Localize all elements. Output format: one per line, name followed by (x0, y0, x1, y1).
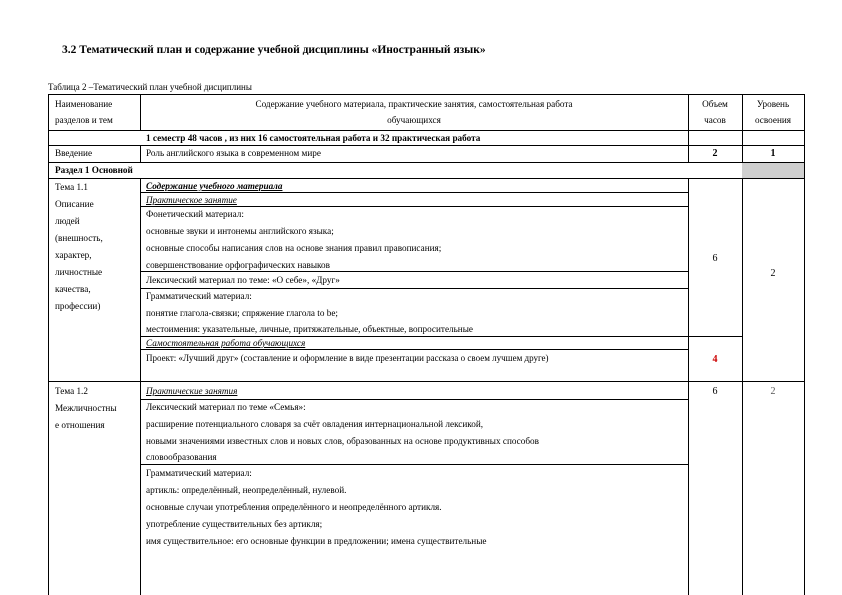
t1-line-1 (140, 192, 688, 193)
table-border-right (804, 94, 805, 595)
semester-row-text: 1 семестр 48 часов , из них 16 самостоятельная работа и 32 практическая работа (146, 133, 481, 143)
topic2-name-2: Межличностны (55, 403, 117, 413)
topic1-name-2: Описание (55, 199, 94, 209)
t2-line-2 (140, 464, 688, 465)
intro-level: 1 (770, 148, 776, 159)
header-level-line1: Уровень (756, 99, 790, 109)
intro-content: Роль английского языка в современном мире (146, 148, 321, 158)
row-line-topic1 (48, 381, 805, 382)
row-line-semester (140, 145, 805, 146)
t1-line-2 (140, 206, 688, 207)
row-line-intro (48, 162, 805, 163)
topic1-hours-practice: 6 (712, 253, 718, 264)
header-name-line1: Наименование (55, 99, 113, 109)
topic1-grammar-title: Грамматический материал: (146, 291, 252, 301)
topic1-hours-independent: 4 (712, 354, 718, 365)
header-level-line2: освоения (754, 115, 792, 125)
row-line-semester-left (48, 145, 140, 146)
topic1-name-4: (внешность, (55, 233, 103, 243)
topic1-content-heading: Содержание учебного материала (146, 181, 283, 191)
row-line-header (48, 130, 805, 131)
header-name-line2: разделов и тем (55, 115, 113, 125)
shaded-cell (742, 162, 804, 178)
topic1-phonetic-title: Фонетический материал: (146, 209, 244, 219)
topic2-name-1: Тема 1.2 (55, 386, 88, 396)
section-title: Раздел 1 Основной (55, 165, 133, 175)
header-content-line2: обучающихся (387, 115, 441, 125)
col-divider-1b (140, 145, 141, 162)
topic1-lexical: Лексический материал по теме: «О себе», «Друг» (146, 275, 340, 285)
row-line-top (48, 94, 805, 95)
topic1-name-7: качества, (55, 284, 91, 294)
table-caption: Таблица 2 –Тематический план учебной дисциплины (48, 82, 252, 92)
topic2-lexical-title: Лексический материал по теме «Семья»: (146, 402, 306, 412)
topic2-hours: 6 (712, 386, 718, 397)
topic1-phonetic-2: основные способы написания слов на основе знания правил правописания; (146, 243, 442, 253)
topic2-grammar-4: имя существительное: его основные функции в предложении; имена существительные (146, 536, 487, 546)
intro-hours: 2 (712, 148, 718, 159)
topic1-grammar-2: местоимения: указательные, личные, притяжательные, объектные, вопросительные (146, 324, 473, 334)
col-divider-1c (140, 178, 141, 595)
row-line-section (48, 178, 805, 179)
topic1-independent-heading: Самостоятельная работа обучающихся (146, 338, 306, 348)
header-hours-line2: часов (704, 115, 726, 125)
t1-line-3 (140, 271, 688, 272)
topic2-level: 2 (770, 386, 776, 397)
topic1-phonetic-3: совершенствование орфографических навыков (146, 260, 330, 270)
topic2-grammar-2: основные случаи употребления определённого и неопределённого артикля. (146, 502, 442, 512)
topic2-practice-heading: Практические занятия (146, 386, 238, 396)
topic1-phonetic-1: основные звуки и интонемы английского языка; (146, 226, 334, 236)
topic2-grammar-3: употребление существительных без артикля; (146, 519, 323, 529)
topic1-name-8: профессии) (55, 301, 101, 311)
topic2-lexical-2: новыми значениями известных слов и новых слов, образованных на основе продуктивных способов (146, 436, 539, 446)
section-heading: 3.2 Тематический план и содержание учебной дисциплины «Иностранный язык» (62, 44, 486, 56)
topic1-name-6: личностные (55, 267, 103, 277)
topic1-grammar-1: понятие глагола-связки; спряжение глагола to be; (146, 308, 338, 318)
topic1-practice-heading: Практическое занятие (146, 195, 237, 205)
t2-line-1 (140, 399, 688, 400)
topic2-grammar-1: артикль: определённый, неопределённый, нулевой. (146, 485, 347, 495)
topic2-grammar-title: Грамматический материал: (146, 468, 252, 478)
intro-name: Введение (55, 148, 93, 158)
topic1-project: Проект: «Лучший друг» (составление и оформление в виде презентации рассказа о своем лучшем друге) (146, 353, 549, 363)
topic2-name-3: е отношения (55, 420, 105, 430)
topic1-name-3: людей (55, 216, 80, 226)
topic1-name-1: Тема 1.1 (55, 182, 88, 192)
header-hours-line1: Объем (702, 99, 728, 109)
t1-line-4 (140, 288, 688, 289)
t1-line-5 (140, 336, 743, 337)
topic1-level: 2 (770, 268, 776, 279)
table-border-left (48, 94, 49, 595)
t1-line-6 (140, 349, 688, 350)
topic1-name-5: характер, (55, 250, 92, 260)
header-content-line1: Содержание учебного материала, практические занятия, самостоятельная работа (255, 99, 573, 109)
topic2-lexical-3: словообразования (146, 452, 217, 462)
topic2-lexical-1: расширение потенциального словаря за счёт овладения интернациональной лексикой, (146, 419, 484, 429)
